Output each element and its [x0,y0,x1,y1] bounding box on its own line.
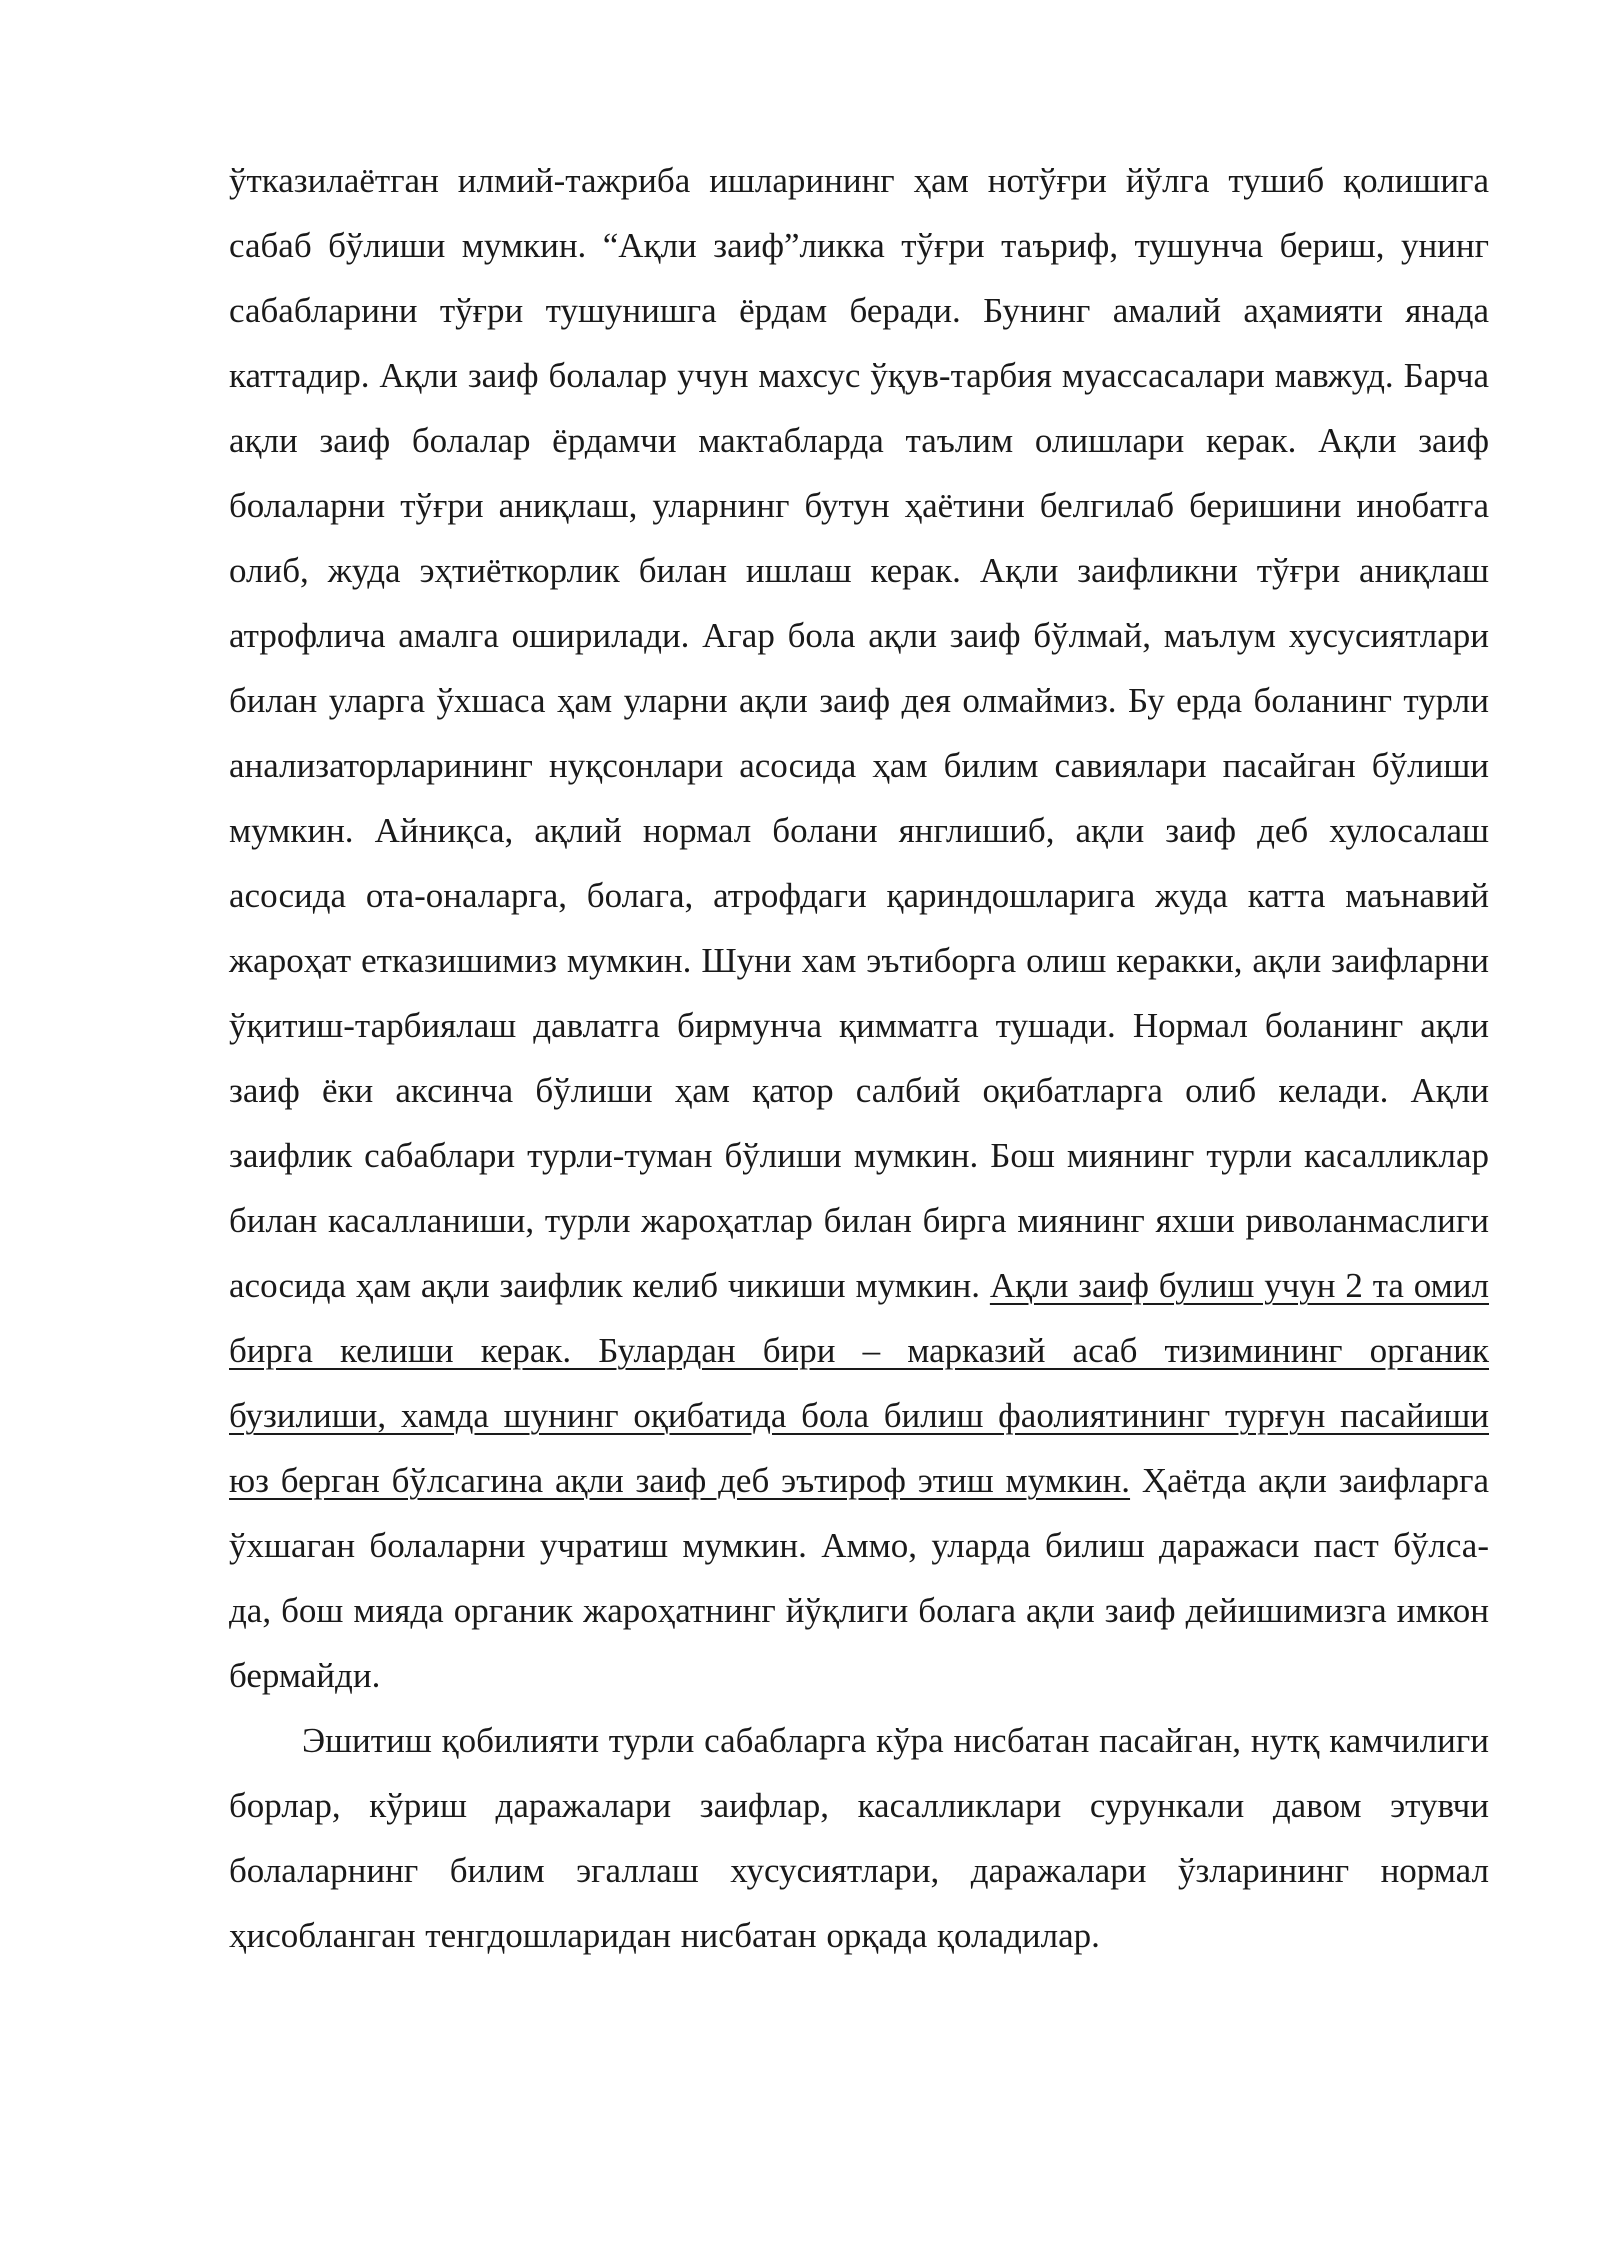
paragraph-2: Эшитиш қобилияти турли сабабларга кўра нисбатан пасайган, нутқ камчилиги борлар, кўриш даражалари заифлар, касалликлари сурункали давом этувчи болаларнинг билим эгаллаш хусусиятлари, даражалари ўзларининг нормал ҳисобланган тенгдошларидан нисбатан орқада қоладилар. [229,1721,1489,1955]
paragraph-1 [229,148,1489,1708]
paragraph-1-text: ўтказилаётган илмий-тажриба ишларининг ҳам нотўғри йўлга тушиб қолишига сабаб бўлиши мумкин. “Ақли заиф”ликка тўғри таъриф, тушунча бериш, унинг сабабларини тўғри тушунишга ёрдам беради. Бунинг амалий аҳамияти янада каттадир. Ақли заиф болалар учун махсус ўқув-тарбия муассасалари мавжуд. Барча ақли заиф болалар ёрдамчи мактабларда таълим олишлари керак. Ақли заиф болаларни тўғри аниқлаш, уларнинг бутун ҳаётини белгилаб беришини инобатга олиб, жуда эҳтиёткорлик билан ишлаш керак. Ақли заифликни тўғри аниқлаш атрофлича амалга оширилади. Агар бола ақли заиф бўлмай, маълум хусусиятлари билан уларга ўхшаса ҳам уларни ақли заиф дея олмаймиз. Бу ерда боланинг турли анализаторларининг нуқсонлари асосида ҳам билим савиялари пасайган бўлиши мумкин. Айниқса, ақлий нормал болани янглишиб, ақли заиф деб хулосалаш асосида ота-оналарга, болага, атрофдаги қариндошларига жуда катта маънавий жароҳат етказишимиз мумкин. Шуни хам эътиборга олиш керакки, ақли заифларни ўқитиш-тарбиялаш давлатга бирмунча қимматга тушади. Нормал боланинг ақли заиф ёки аксинча бўлиши ҳам қатор салбий оқибатларга олиб келади. Ақли заифлик сабаблари турли-туман бўлиши мумкин. Бош миянинг турли касалликлар билан касалланиши, турли жароҳатлар билан бирга миянинг яхши риволанмаслиги асосида ҳам ақли заифлик келиб чикиши мумкин. [229,161,1489,1305]
paragraph-1-text-continued: Ҳаётда ақли заифларга ўхшаган болаларни учратиш мумкин. Аммо, уларда билиш даражаси паст бўлса-да, бош мияда органик жароҳатнинг йўқлиги болага ақли заиф дейишимизга имкон бермайди. [229,1461,1489,1695]
underlined-passage: Ақли заиф булиш учун 2 та омил бирга келиши керак. Булардан бири – марказий асаб тизимининг органик бузилиши, хамда шунинг оқибатида бола билиш фаолиятининг турғун пасайиши юз берган бўлсагина ақли заиф деб эътироф этиш мумкин. [229,1266,1489,1500]
document-body [229,148,1489,1968]
